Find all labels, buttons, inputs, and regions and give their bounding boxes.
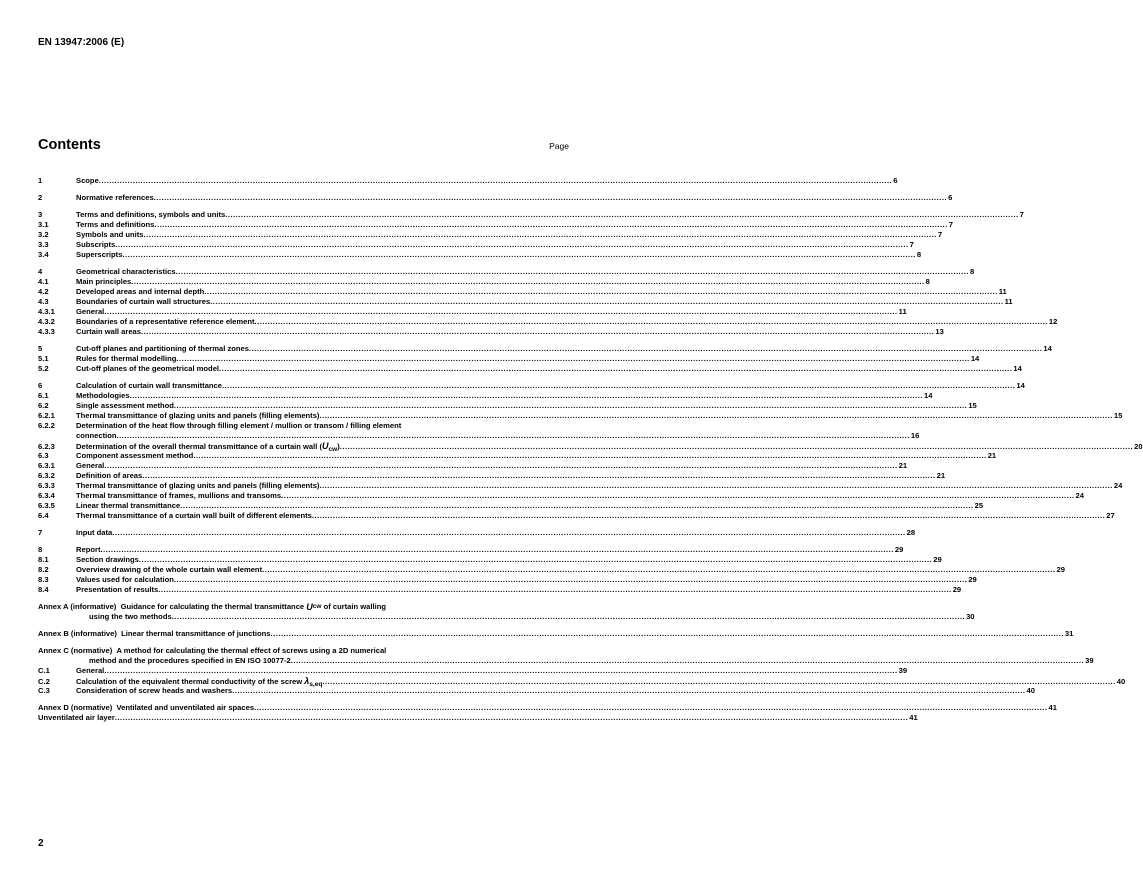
table-of-contents: [38, 176, 1143, 723]
toc-entry[interactable]: C.3 Consideration of screw heads and washers ..... 40: [38, 686, 569, 696]
toc-entry[interactable]: 6.3.2 Definition of areas ..... 21: [38, 471, 569, 481]
toc-entry[interactable]: 4.3.1 General ..... 11: [38, 307, 569, 317]
subscript: cw: [312, 603, 322, 610]
toc-entry[interactable]: 8.3 Values used for calculation ..... 29: [38, 575, 569, 585]
toc-entry[interactable]: 3.4 Superscripts ..... 8: [38, 250, 569, 260]
symbol-u: U: [322, 441, 329, 451]
toc-entry[interactable]: 3.1 Terms and definitions ..... 7: [38, 220, 569, 230]
toc-entry[interactable]: 7 Input data ..... 28: [38, 528, 569, 538]
toc-entry[interactable]: 5.2 Cut-off planes of the geometrical model ..... 14: [38, 364, 569, 374]
toc-entry[interactable]: 6.3.4 Thermal transmittance of frames, mullions and transoms ..... 24: [38, 491, 569, 501]
toc-entry[interactable]: 6.3.3 Thermal transmittance of glazing units and panels (filling elements) ..... 24: [38, 481, 569, 491]
subscript: cw: [328, 446, 338, 453]
toc-entry[interactable]: 6.4 Thermal transmittance of a curtain wall built of different elements ..... 27: [38, 511, 569, 521]
toc-entry[interactable]: 8.1 Section drawings ..... 29: [38, 555, 569, 565]
toc-entry[interactable]: 6.3.1 General ..... 21: [38, 461, 569, 471]
toc-entry[interactable]: 6.1 Methodologies ..... 14: [38, 391, 569, 401]
toc-entry[interactable]: 3 Terms and definitions, symbols and units ..... 7: [38, 210, 569, 220]
toc-entry[interactable]: 8.4 Presentation of results ..... 29: [38, 585, 569, 595]
page-number: 2: [38, 838, 44, 849]
page-title: Contents: [38, 137, 101, 153]
toc-entry[interactable]: 3.2 Symbols and units ..... 7: [38, 230, 569, 240]
toc-entry[interactable]: 6.3 Component assessment method ..... 21: [38, 451, 569, 461]
toc-entry[interactable]: 6 Calculation of curtain wall transmittance ..... 14: [38, 381, 569, 391]
toc-entry-continuation[interactable]: connection ..... 16: [38, 431, 569, 441]
symbol-lambda: λ: [304, 676, 310, 686]
toc-entry[interactable]: 8.2 Overview drawing of the whole curtain wall element ..... 29: [38, 565, 569, 575]
toc-entry[interactable]: 5 Cut-off planes and partitioning of thermal zones ..... 14: [38, 344, 569, 354]
toc-entry[interactable]: 6.2.2 Determination of the heat flow through filling element / mullion or transom / filling element: [38, 421, 402, 430]
toc-entry[interactable]: 4.2 Developed areas and internal depth ..... 11: [38, 287, 569, 297]
toc-entry[interactable]: 4.3.2 Boundaries of a representative reference element ..... 12: [38, 317, 569, 327]
toc-entry[interactable]: C.1 General ..... 39: [38, 666, 569, 676]
page-column-label: Page: [549, 141, 569, 151]
toc-entry[interactable]: 3.3 Subscripts ..... 7: [38, 240, 569, 250]
toc-annex-a[interactable]: Annex A (informative) Guidance for calculating the thermal transmittance U cw of curtain walling: [38, 602, 387, 612]
toc-entry-continuation[interactable]: method and the procedures specified in EN ISO 10077-2 ..... 39: [38, 656, 569, 666]
document-header: EN 13947:2006 (E): [38, 37, 125, 48]
toc-annex-b[interactable]: Annex B (informative) Linear thermal transmittance of junctions ..... 31: [38, 629, 569, 639]
toc-entry[interactable]: 4.3 Boundaries of curtain wall structures ..... 11: [38, 297, 569, 307]
toc-entry[interactable]: C.2 Calculation of the equivalent thermal conductivity of the screw λs,eq ..... 40: [38, 676, 569, 686]
toc-entry[interactable]: 2 Normative references ..... 6: [38, 193, 569, 203]
toc-annex-c[interactable]: Annex C (normative) A method for calculating the thermal effect of screws using a 2D numerical: [38, 646, 387, 655]
toc-entry[interactable]: 4.1 Main principles ..... 8: [38, 277, 569, 287]
toc-entry[interactable]: Unventilated air layer ..... 41: [38, 713, 569, 723]
toc-entry[interactable]: 6.2.3 Determination of the overall thermal transmittance of a curtain wall (Ucw) ..... 20: [38, 441, 569, 451]
toc-entry[interactable]: 6.2 Single assessment method ..... 15: [38, 401, 569, 411]
toc-entry[interactable]: 6.3.5 Linear thermal transmittance ..... 25: [38, 501, 569, 511]
subscript: s,eq: [309, 681, 323, 688]
toc-entry-continuation[interactable]: using the two methods ..... 30: [38, 612, 569, 622]
toc-entry[interactable]: 4.3.3 Curtain wall areas ..... 13: [38, 327, 569, 337]
toc-entry[interactable]: 5.1 Rules for thermal modelling ..... 14: [38, 354, 569, 364]
toc-annex-d[interactable]: Annex D (normative) Ventilated and unventilated air spaces ..... 41: [38, 703, 569, 713]
toc-entry[interactable]: 1 Scope ..... 6: [38, 176, 569, 186]
symbol-u: U: [306, 602, 313, 612]
toc-entry[interactable]: 8 Report ..... 29: [38, 545, 569, 555]
toc-entry[interactable]: 6.2.1 Thermal transmittance of glazing units and panels (filling elements) ..... 15: [38, 411, 569, 421]
toc-entry[interactable]: 4 Geometrical characteristics ..... 8: [38, 267, 569, 277]
